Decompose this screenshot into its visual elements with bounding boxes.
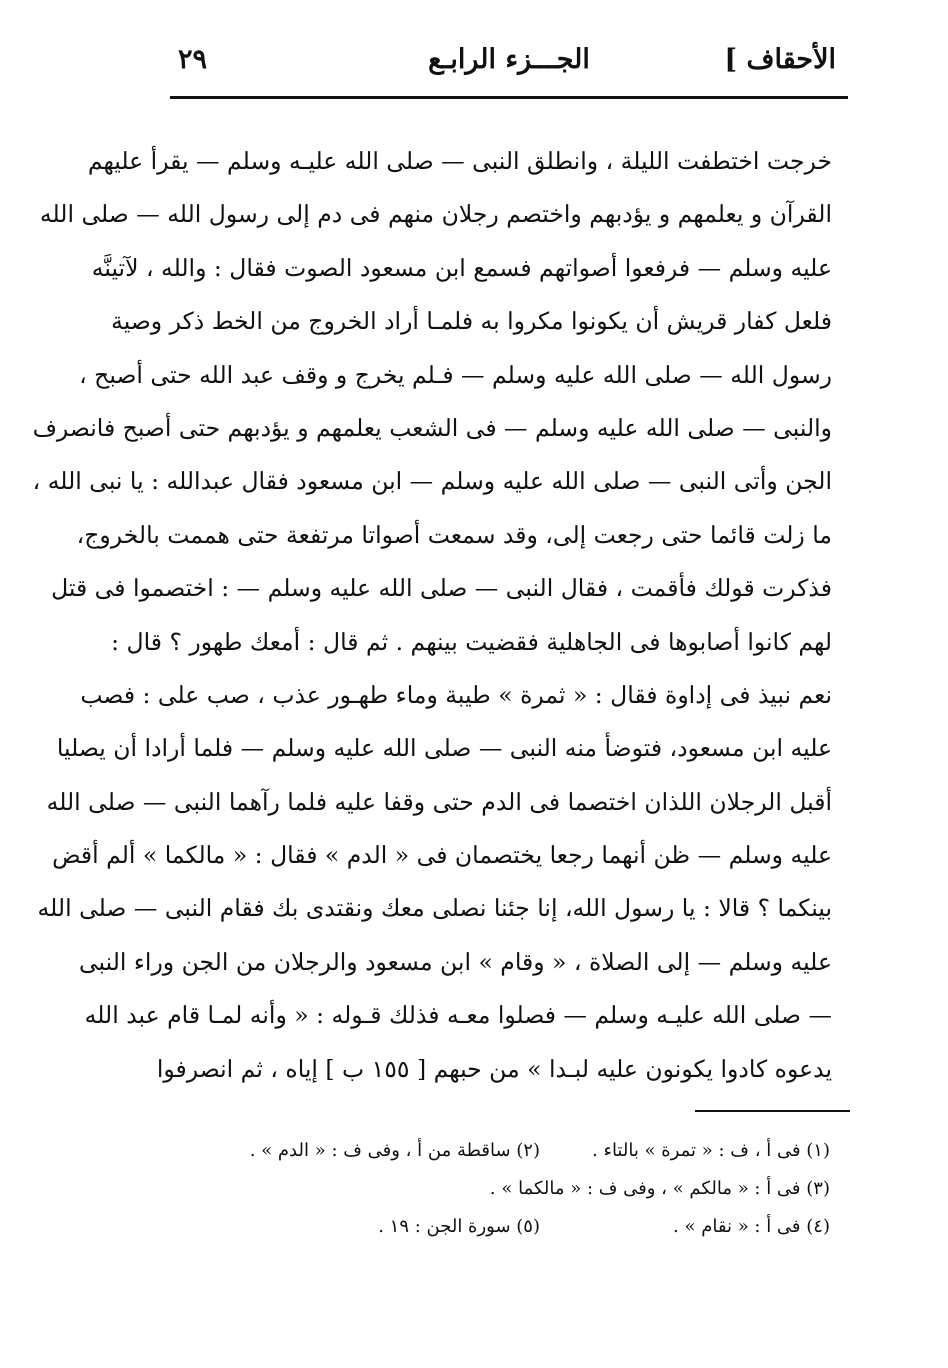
text-line: أقبل الرجلان اللذان اختصما فى الدم حتى وقفا عليه فلما رآهما النبى — صلى الله [46, 787, 832, 816]
text-line: عليه ابن مسعود، فتوضأ منه النبى — صلى الله عليه وسلم — فلما أرادا أن يصليا [56, 734, 832, 763]
text-line: نعم نبيذ فى إداوة فقال : « ثمرة » طيبة وماء طهـور عذب ، صب على : فصب [80, 680, 832, 709]
footnote-3: (٣) فى أ : « مالكم » ، وفى ف : « مالكما » . [489, 1178, 830, 1199]
footnote-divider [695, 1110, 850, 1112]
footnotes [200, 1132, 830, 1246]
text-line: الجن وأتى النبى — صلى الله عليه وسلم — ابن مسعود فقال عبدالله : يا نبى الله ، [32, 467, 832, 496]
text-line: عليه وسلم — ظن أنهما رجعا يختصمان فى « الدم » فقال : « مالكما » ألم أقض [52, 841, 832, 870]
footnote-row [200, 1132, 830, 1170]
text-line: عليه وسلم — إلى الصلاة ، « وقام » ابن مسعود والرجلان من الجن وراء النبى [78, 947, 832, 976]
text-line: بينكما ؟ قالا : يا رسول الله، إنا جئنا نصلى معك ونقتدى بك فقام النبى — صلى الله [37, 894, 832, 923]
text-line: والنبى — صلى الله عليه وسلم — فى الشعب يعلمهم و يؤدبهم حتى أصبح فانصرف [32, 413, 832, 442]
text-line: يدعوه كادوا يكونون عليه لبـدا » من حبهم [ ١٥٥ ب ] إياه ، ثم انصرفوا [156, 1054, 832, 1083]
text-line: رسول الله — صلى الله عليه وسلم — فـلم يخرج و وقف عبد الله حتى أصبح ، [79, 360, 832, 389]
footnote-4: (٤) فى أ : « نقام » . [673, 1216, 830, 1237]
text-line: — صلى الله عليـه وسلم — فصلوا معـه فذلك قـوله : « وأنه لمـا قام عبد الله [84, 1001, 832, 1030]
text-line: لهم كانوا أصابوها فى الجاهلية فقضيت بينهم . ثم قال : أمعك طهور ؟ قال : [111, 627, 832, 656]
header-surah-title: الأحقاف ] [724, 44, 836, 75]
footnote-row [200, 1208, 830, 1246]
text-line: ما زلت قائما حتى رجعت إلى، وقد سمعت أصواتا مرتفعة حتى هممت بالخروج، [76, 520, 832, 549]
page-number: ٢٩ [178, 44, 208, 75]
header-part-title: الجـــزء الرابـع [428, 44, 590, 75]
text-line: القرآن و يعلمهم و يؤدبهم واختصم رجلان منهم فى دم إلى رسول الله — صلى الله [39, 200, 832, 229]
main-text [32, 135, 832, 1096]
text-line: عليه وسلم — فرفعوا أصواتهم فسمع ابن مسعود الصوت فقال : والله ، لآتينَّه [91, 253, 832, 282]
header-divider [170, 96, 848, 99]
footnote-5: (٥) سورة الجن : ١٩ . [378, 1216, 540, 1237]
text-line: فلعل كفار قريش أن يكونوا مكروا به فلمـا أراد الخروج من الخط ذكر وصية [111, 307, 832, 336]
footnote-2: (٢) ساقطة من أ ، وفى ف : « الدم » . [249, 1140, 540, 1161]
footnote-1: (١) فى أ ، ف : « تمرة » بالتاء . [592, 1140, 830, 1161]
text-line: فذكرت قولك فأقمت ، فقال النبى — صلى الله عليه وسلم — : اختصموا فى قتل [51, 574, 832, 603]
footnote-row [200, 1170, 830, 1208]
running-header [170, 44, 848, 94]
text-line: خرجت اختطفت الليلة ، وانطلق النبى — صلى الله عليـه وسلم — يقرأ عليهم [87, 147, 832, 175]
